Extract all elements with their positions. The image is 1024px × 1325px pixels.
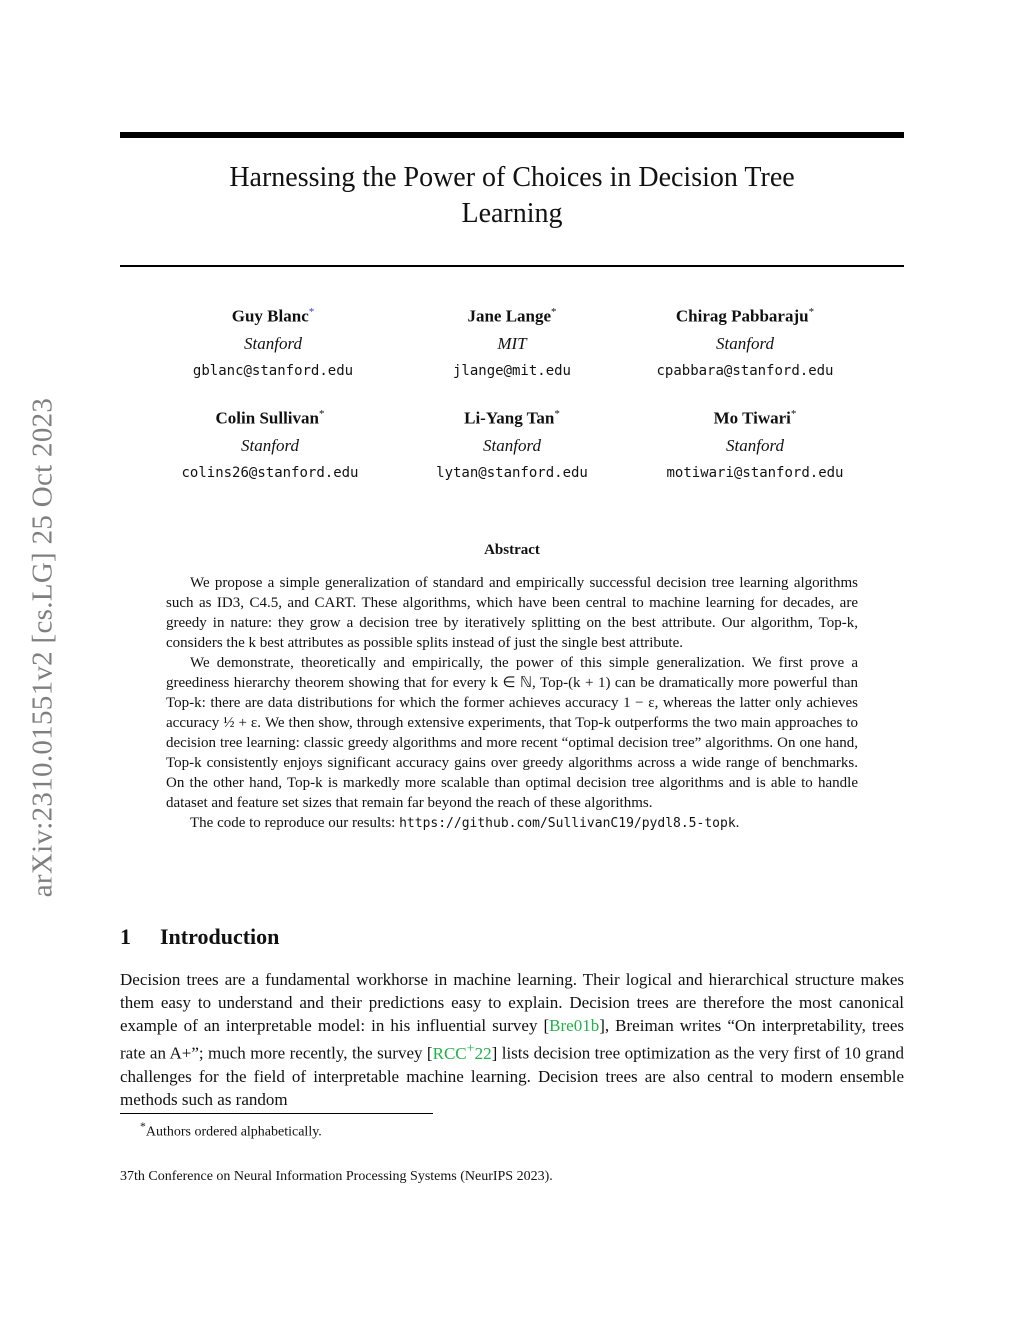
author-name: Colin Sullivan* xyxy=(215,408,325,428)
author-email: motiwari@stanford.edu xyxy=(666,464,844,481)
section-heading-introduction xyxy=(120,924,279,950)
intro-text-2: ], Breiman writes “On interpretability, trees rate an A+”; much more recently, the survey [ xyxy=(120,1016,904,1063)
author-affiliation: Stanford xyxy=(726,435,784,455)
author-email: lytan@stanford.edu xyxy=(436,464,588,481)
citation-link[interactable]: Bre01b xyxy=(549,1016,600,1035)
title-line-1: Harnessing the Power of Choices in Decision Tree xyxy=(229,162,795,193)
author-footnote-mark[interactable]: * xyxy=(308,306,315,318)
title-line-2: Learning xyxy=(461,198,563,229)
abstract-body xyxy=(166,573,858,834)
author-footnote-mark: * xyxy=(318,408,325,420)
abstract-paragraph-2: We demonstrate, theoretically and empirically, the power of this simple generalization. We first prove a greediness hierarchy theorem showing that for every k ∈ ℕ, Top-(k + 1) can be dramatically more powerful than Top-k: there are data distributions for which the former achieves accuracy 1 − ε, whereas the latter only achieves accuracy ½ + ε. We then show, through extensive experiments, that Top-k outperforms the two main approaches to decision tree learning: classic greedy algorithms and more recent “optimal decision tree” algorithms. On one hand, Top-k consistently enjoys significant accuracy gains over greedy algorithms across a wide range of benchmarks. On the other hand, Top-k is markedly more scalable than optimal decision tree algorithms and is able to handle dataset and feature set sizes that remain far beyond the reach of these algorithms. xyxy=(166,655,858,811)
author-name: Mo Tiwari* xyxy=(713,408,797,428)
abstract-paragraph-1: We propose a simple generalization of standard and empirically successful decision tree learning algorithms such as ID3, C4.5, and CART. These algorithms, which have been central to machine learning for decades, are greedy in nature: they grow a decision tree by iteratively splitting on the best attribute. Our algorithm, Top-k, considers the k best attributes as possible splits instead of just the single best attribute. xyxy=(166,575,858,651)
author-footnote-mark: * xyxy=(554,408,560,420)
author-affiliation: Stanford xyxy=(241,435,299,455)
author-name: Chirag Pabbaraju* xyxy=(675,306,815,326)
author-email: gblanc@stanford.edu xyxy=(192,362,354,379)
paper-title xyxy=(120,160,904,232)
arxiv-stamp-text: arXiv:2310.01551v2 [cs.LG] 25 Oct 2023 xyxy=(26,397,59,897)
section-title: Introduction xyxy=(160,924,280,949)
author-email: jlange@mit.edu xyxy=(452,362,571,379)
author-guy-blanc xyxy=(143,302,403,381)
author-footnote-mark: * xyxy=(808,306,815,318)
title-top-rule xyxy=(120,132,904,138)
author-affiliation: Stanford xyxy=(483,435,541,455)
author-affiliation: MIT xyxy=(497,333,527,353)
author-email: colins26@stanford.edu xyxy=(181,464,359,481)
title-bottom-rule xyxy=(120,265,904,267)
author-footnote-mark: * xyxy=(551,306,557,318)
author-affiliation: Stanford xyxy=(716,333,774,353)
footnote-rule xyxy=(120,1113,433,1114)
author-name: Guy Blanc* xyxy=(231,306,315,326)
author-affiliation: Stanford xyxy=(244,333,302,353)
abstract-paragraph-3 xyxy=(166,813,858,834)
footnote xyxy=(140,1120,322,1141)
code-link-prefix: The code to reproduce our results: xyxy=(190,815,400,831)
author-email: cpabbara@stanford.edu xyxy=(656,362,834,379)
code-link[interactable]: https://github.com/SullivanC19/pydl8.5-topk xyxy=(399,816,736,831)
conference-note: 37th Conference on Neural Information Processing Systems (NeurIPS 2023). xyxy=(120,1169,553,1184)
author-name: Jane Lange* xyxy=(467,306,557,326)
introduction-paragraph xyxy=(120,968,904,1111)
code-link-suffix: . xyxy=(735,815,740,831)
author-footnote-mark: * xyxy=(790,408,797,420)
author-chirag-pabbaraju xyxy=(615,302,875,381)
abstract-heading: Abstract xyxy=(484,542,540,558)
author-mo-tiwari xyxy=(625,404,885,483)
intro-text-1: Decision trees are a fundamental workhorse in machine learning. Their logical and hierarchical structure makes them easy to understand and their predictions easy to explain. Decision trees are therefore the most canonical example of an interpretable model: in his influential survey [ xyxy=(120,970,904,1035)
author-name: Li-Yang Tan* xyxy=(464,408,560,428)
section-number: 1 xyxy=(120,924,131,949)
author-colin-sullivan xyxy=(140,404,400,483)
author-jane-lange xyxy=(382,302,642,381)
arxiv-stamp xyxy=(23,356,63,938)
citation-link[interactable]: RCC+22 xyxy=(432,1040,492,1063)
author-li-yang-tan xyxy=(382,404,642,483)
intro-text-3: ] lists decision tree optimization as the very first of 10 grand challenges for the field of interpretable machine learning. Decision trees are also central to modern ensemble methods such as random xyxy=(120,1043,904,1109)
footnote-mark: * xyxy=(140,1120,146,1133)
footnote-text: Authors ordered alphabetically. xyxy=(145,1124,322,1140)
